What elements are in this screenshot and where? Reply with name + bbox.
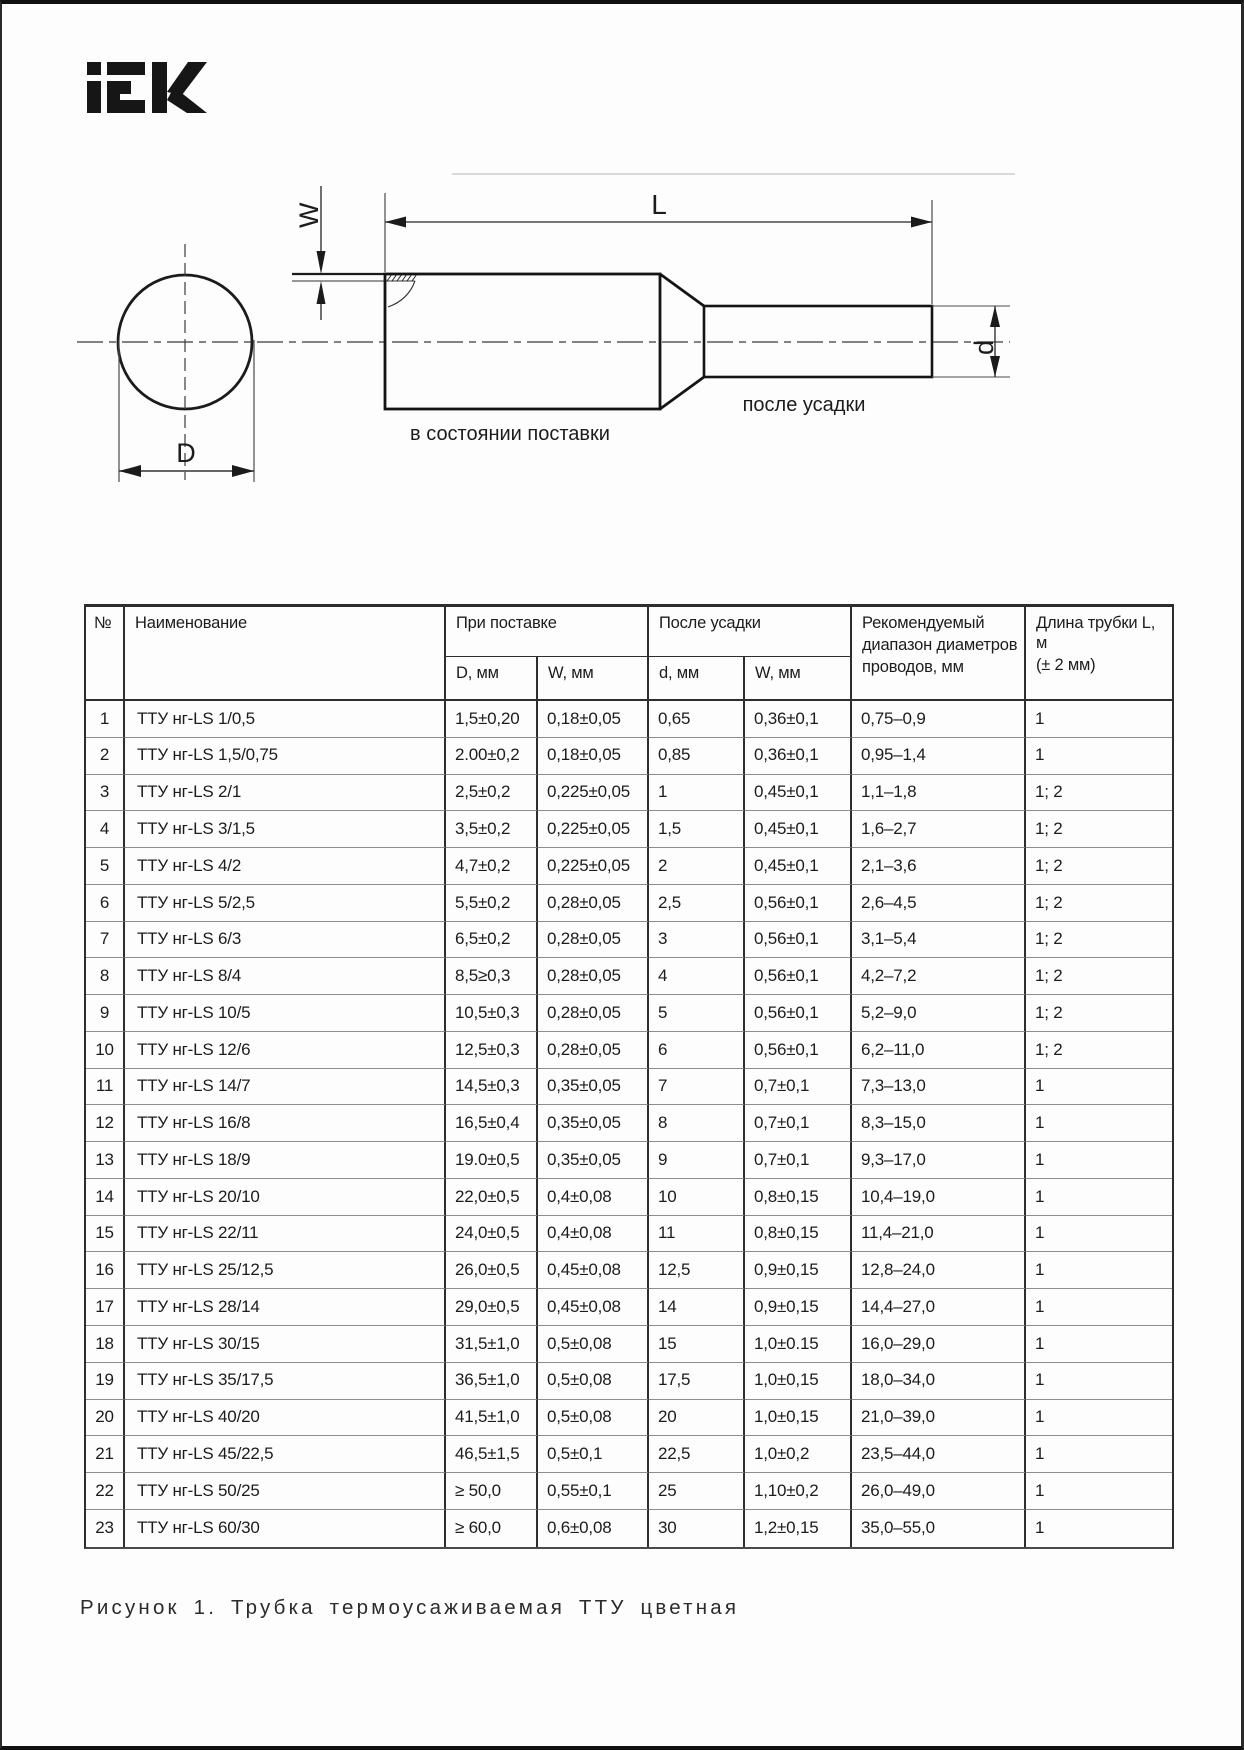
table-cell: 0,45±0,08	[538, 1252, 649, 1289]
table-cell: ТТУ нг-LS 35/17,5	[125, 1363, 446, 1400]
table-cell: 0,28±0,05	[538, 885, 649, 922]
table-cell: 46,5±1,5	[446, 1436, 538, 1473]
table-cell: 0,7±0,1	[745, 1069, 852, 1106]
table-cell: 2,6–4,5	[852, 885, 1026, 922]
table-cell: 2.00±0,2	[446, 738, 538, 775]
table-cell: ТТУ нг-LS 50/25	[125, 1473, 446, 1510]
table-cell: 1; 2	[1026, 995, 1172, 1032]
table-cell: 0,6±0,08	[538, 1510, 649, 1547]
table-cell: 0,225±0,05	[538, 775, 649, 812]
table-cell: 4	[649, 958, 745, 995]
table-cell: ТТУ нг-LS 22/11	[125, 1216, 446, 1253]
table-cell: 16,0–29,0	[852, 1326, 1026, 1363]
table-cell: 0,56±0,1	[745, 885, 852, 922]
table-cell: 0,4±0,08	[538, 1216, 649, 1253]
tube-diagram	[62, 162, 1022, 484]
table-cell: 1	[1026, 1363, 1172, 1400]
L-arrow-left	[385, 217, 406, 228]
table-cell: 31,5±1,0	[446, 1326, 538, 1363]
table-cell: 23,5–44,0	[852, 1436, 1026, 1473]
table-cell: 0,56±0,1	[745, 995, 852, 1032]
table-cell: 1	[1026, 1142, 1172, 1179]
table-cell: ТТУ нг-LS 28/14	[125, 1289, 446, 1326]
table-cell: 0,45±0,1	[745, 811, 852, 848]
table-cell: ≥ 50,0	[446, 1473, 538, 1510]
table-cell: 1; 2	[1026, 811, 1172, 848]
supply-state-label: в состоянии поставки	[410, 423, 610, 445]
table-cell: ТТУ нг-LS 60/30	[125, 1510, 446, 1547]
table-cell: ТТУ нг-LS 6/3	[125, 922, 446, 959]
table-cell: 0,28±0,05	[538, 922, 649, 959]
col-header-W-after: W, мм	[745, 657, 852, 701]
table-cell: 9	[649, 1142, 745, 1179]
table-cell: 1	[1026, 1400, 1172, 1437]
row-number: 20	[86, 1400, 125, 1437]
table-cell: 1,5	[649, 811, 745, 848]
table-cell: 8	[649, 1105, 745, 1142]
table-cell: 1	[1026, 1289, 1172, 1326]
d-arrow-down	[990, 356, 1000, 377]
row-number: 10	[86, 1032, 125, 1069]
table-cell: 1; 2	[1026, 1032, 1172, 1069]
row-number: 6	[86, 885, 125, 922]
table-cell: 1; 2	[1026, 958, 1172, 995]
table-cell: 15	[649, 1326, 745, 1363]
table-cell: 0,36±0,1	[745, 738, 852, 775]
table-cell: 0,9±0,15	[745, 1289, 852, 1326]
table-cell: 0,35±0,05	[538, 1142, 649, 1179]
table-cell: 26,0–49,0	[852, 1473, 1026, 1510]
table-cell: 1	[1026, 1216, 1172, 1253]
table-cell: 12,5±0,3	[446, 1032, 538, 1069]
table-cell: 14,4–27,0	[852, 1289, 1026, 1326]
table-cell: ТТУ нг-LS 18/9	[125, 1142, 446, 1179]
table-cell: 1	[649, 775, 745, 812]
row-number: 18	[86, 1326, 125, 1363]
table-cell: 1,2±0,15	[745, 1510, 852, 1547]
table-cell: 26,0±0,5	[446, 1252, 538, 1289]
table-cell: ТТУ нг-LS 12/6	[125, 1032, 446, 1069]
row-number: 15	[86, 1216, 125, 1253]
col-header-diameter-range-line3: проводов, мм	[862, 657, 964, 676]
table-cell: 1	[1026, 1179, 1172, 1216]
table-cell: 0,28±0,05	[538, 995, 649, 1032]
table-cell: 4,2–7,2	[852, 958, 1026, 995]
table-cell: 0,55±0,1	[538, 1473, 649, 1510]
table-cell: 0,36±0,1	[745, 701, 852, 738]
figure-caption: Рисунок 1. Трубка термоусаживаемая ТТУ цветная	[80, 1596, 740, 1619]
table-cell: 36,5±1,0	[446, 1363, 538, 1400]
table-cell: 1; 2	[1026, 885, 1172, 922]
table-cell: 14,5±0,3	[446, 1069, 538, 1106]
table-cell: 6	[649, 1032, 745, 1069]
table-cell: 0,56±0,1	[745, 958, 852, 995]
table-cell: 20	[649, 1400, 745, 1437]
table-cell: 10,4–19,0	[852, 1179, 1026, 1216]
col-header-d-after: d, мм	[649, 657, 745, 701]
table-cell: 10,5±0,3	[446, 995, 538, 1032]
col-header-name: Наименование	[125, 607, 446, 701]
after-shrink-label: после усадки	[742, 394, 866, 416]
row-number: 22	[86, 1473, 125, 1510]
table-cell: 5,2–9,0	[852, 995, 1026, 1032]
table-cell: 8,3–15,0	[852, 1105, 1026, 1142]
row-number: 8	[86, 958, 125, 995]
table-cell: 22,5	[649, 1436, 745, 1473]
L-arrow-right	[911, 217, 932, 228]
table-cell: 3,1–5,4	[852, 922, 1026, 959]
col-header-diameter-range-line1: Рекомендуемый	[862, 614, 985, 632]
table-cell: 2	[649, 848, 745, 885]
table-cell: 19.0±0,5	[446, 1142, 538, 1179]
row-number: 21	[86, 1436, 125, 1473]
row-number: 3	[86, 775, 125, 812]
table-cell: 0,28±0,05	[538, 958, 649, 995]
table-cell: 16,5±0,4	[446, 1105, 538, 1142]
D-arrow-left	[119, 465, 141, 477]
W-label: W	[294, 202, 324, 228]
table-cell: 0,8±0,15	[745, 1179, 852, 1216]
table-cell: 1	[1026, 1436, 1172, 1473]
table-cell: 0,5±0,08	[538, 1363, 649, 1400]
table-cell: 1,6–2,7	[852, 811, 1026, 848]
row-number: 12	[86, 1105, 125, 1142]
D-arrow-right	[232, 465, 254, 477]
table-cell: 7	[649, 1069, 745, 1106]
table-cell: 0,18±0,05	[538, 701, 649, 738]
d-label: d	[969, 339, 999, 355]
col-header-num: №	[86, 607, 125, 701]
table-cell: 0,4±0,08	[538, 1179, 649, 1216]
col-header-D-supply: D, мм	[446, 657, 538, 701]
table-cell: 12,8–24,0	[852, 1252, 1026, 1289]
table-cell: 0,56±0,1	[745, 1032, 852, 1069]
table-cell: 0,8±0,15	[745, 1216, 852, 1253]
iek-logo	[87, 62, 209, 114]
table-cell: ТТУ нг-LS 30/15	[125, 1326, 446, 1363]
table-cell: 0,28±0,05	[538, 1032, 649, 1069]
W-arrow-down	[317, 251, 326, 274]
table-cell: 1,5±0,20	[446, 701, 538, 738]
row-number: 2	[86, 738, 125, 775]
row-number: 13	[86, 1142, 125, 1179]
table-cell: 6,2–11,0	[852, 1032, 1026, 1069]
row-number: 9	[86, 995, 125, 1032]
table-cell: 1	[1026, 1326, 1172, 1363]
table-cell: 11,4–21,0	[852, 1216, 1026, 1253]
table-cell: 0,45±0,1	[745, 848, 852, 885]
table-cell: ТТУ нг-LS 14/7	[125, 1069, 446, 1106]
table-cell: 1,0±0.15	[745, 1326, 852, 1363]
table-cell: 0,85	[649, 738, 745, 775]
table-cell: 1; 2	[1026, 922, 1172, 959]
col-header-tube-length-line2: (± 2 мм)	[1036, 655, 1096, 674]
table-cell: 3	[649, 922, 745, 959]
table-cell: 1	[1026, 1252, 1172, 1289]
table-cell: 30	[649, 1510, 745, 1547]
table-cell: ТТУ нг-LS 4/2	[125, 848, 446, 885]
col-header-at-supply: При поставке	[446, 607, 649, 657]
table-cell: 21,0–39,0	[852, 1400, 1026, 1437]
col-header-diameter-range	[852, 607, 1026, 701]
table-cell: ТТУ нг-LS 25/12,5	[125, 1252, 446, 1289]
row-number: 4	[86, 811, 125, 848]
table-cell: 25	[649, 1473, 745, 1510]
table-cell: 0,35±0,05	[538, 1069, 649, 1106]
table-cell: 0,45±0,1	[745, 775, 852, 812]
table-cell: 4,7±0,2	[446, 848, 538, 885]
table-cell: 1	[1026, 1105, 1172, 1142]
col-header-W-supply: W, мм	[538, 657, 649, 701]
table-cell: 1	[1026, 701, 1172, 738]
table-cell: 0,65	[649, 701, 745, 738]
table-cell: ТТУ нг-LS 10/5	[125, 995, 446, 1032]
table-cell: 0,7±0,1	[745, 1105, 852, 1142]
row-number: 17	[86, 1289, 125, 1326]
table-cell: 0,225±0,05	[538, 848, 649, 885]
table-cell: 0,5±0,08	[538, 1326, 649, 1363]
table-cell: 17,5	[649, 1363, 745, 1400]
table-cell: 5	[649, 995, 745, 1032]
table-cell: 35,0–55,0	[852, 1510, 1026, 1547]
table-cell: 0,18±0,05	[538, 738, 649, 775]
table-cell: ТТУ нг-LS 16/8	[125, 1105, 446, 1142]
table-cell: ТТУ нг-LS 3/1,5	[125, 811, 446, 848]
table-cell: ТТУ нг-LS 5/2,5	[125, 885, 446, 922]
table-cell: 3,5±0,2	[446, 811, 538, 848]
table-cell: 1,0±0,2	[745, 1436, 852, 1473]
row-number: 1	[86, 701, 125, 738]
table-cell: 1	[1026, 738, 1172, 775]
table-cell: 1; 2	[1026, 848, 1172, 885]
table-cell: 7,3–13,0	[852, 1069, 1026, 1106]
table-cell: 18,0–34,0	[852, 1363, 1026, 1400]
table-cell: 2,5±0,2	[446, 775, 538, 812]
table-cell: 5,5±0,2	[446, 885, 538, 922]
table-cell: 0,225±0,05	[538, 811, 649, 848]
table-cell: 0,75–0,9	[852, 701, 1026, 738]
table-cell: 1,0±0,15	[745, 1363, 852, 1400]
table-cell: 1	[1035, 1518, 1045, 1538]
d-arrow-up	[990, 306, 1000, 327]
table-cell: ТТУ нг-LS 20/10	[125, 1179, 446, 1216]
table-cell: ТТУ нг-LS 45/22,5	[125, 1436, 446, 1473]
table-cell: 8,5≥0,3	[446, 958, 538, 995]
table-cell: 0,9±0,15	[745, 1252, 852, 1289]
table-cell: ТТУ нг-LS 1,5/0,75	[125, 738, 446, 775]
L-label: L	[651, 189, 667, 220]
table-cell: 22,0±0,5	[446, 1179, 538, 1216]
table-cell: 9,3–17,0	[852, 1142, 1026, 1179]
table-cell: 0,7±0,1	[745, 1142, 852, 1179]
wall-cutaway-curve	[388, 281, 415, 307]
row-number: 23	[86, 1510, 125, 1547]
table-cell: ≥ 60,0	[446, 1510, 538, 1547]
table-cell: ТТУ нг-LS 1/0,5	[125, 701, 446, 738]
col-header-tube-length	[1026, 607, 1172, 701]
table-cell: 0,56±0,1	[745, 922, 852, 959]
table-cell: 14	[649, 1289, 745, 1326]
table-cell: 1,1–1,8	[852, 775, 1026, 812]
table-cell: 2,5	[649, 885, 745, 922]
D-label: D	[176, 438, 196, 468]
spec-table	[84, 604, 1174, 1549]
col-header-tube-length-line1: Длина трубки L, м	[1036, 614, 1156, 652]
table-cell: 0,5±0,1	[538, 1436, 649, 1473]
table-cell: 10	[649, 1179, 745, 1216]
col-header-after-shrink: После усадки	[649, 607, 852, 657]
table-cell: 12,5	[649, 1252, 745, 1289]
table-cell: 0,45±0,08	[538, 1289, 649, 1326]
table-cell: 2,1–3,6	[852, 848, 1026, 885]
table-cell: 1,0±0,15	[745, 1400, 852, 1437]
table-cell: 0,35±0,05	[538, 1105, 649, 1142]
row-number: 19	[86, 1363, 125, 1400]
table-cell: ТТУ нг-LS 8/4	[125, 958, 446, 995]
table-cell: ТТУ нг-LS 40/20	[125, 1400, 446, 1437]
table-cell: 11	[649, 1216, 745, 1253]
table-cell: 29,0±0,5	[446, 1289, 538, 1326]
table-cell: 1	[1026, 1069, 1172, 1106]
row-number: 16	[86, 1252, 125, 1289]
table-cell: 1,10±0,2	[745, 1473, 852, 1510]
row-number: 7	[86, 922, 125, 959]
col-header-diameter-range-line2: диапазон диаметров	[862, 635, 1018, 654]
table-cell: 41,5±1,0	[446, 1400, 538, 1437]
row-number: 11	[86, 1069, 125, 1106]
row-number: 5	[86, 848, 125, 885]
table-cell: 0,5±0,08	[538, 1400, 649, 1437]
W-arrow-up	[317, 281, 326, 304]
table-cell: 1	[1026, 1473, 1172, 1510]
table-cell: 24,0±0,5	[446, 1216, 538, 1253]
table-cell: ТТУ нг-LS 2/1	[125, 775, 446, 812]
row-number: 14	[86, 1179, 125, 1216]
table-cell: 1; 2	[1026, 775, 1172, 812]
table-cell: 0,95–1,4	[852, 738, 1026, 775]
table-cell: 6,5±0,2	[446, 922, 538, 959]
